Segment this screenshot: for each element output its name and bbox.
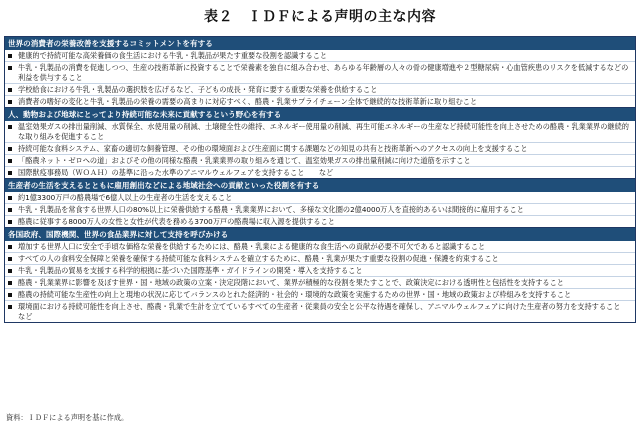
list-item (5, 62, 635, 84)
list-item (5, 192, 635, 204)
list-item-text: すべての人の食料安全保障と栄養を確保する持続可能な食料システムを確立するために、酪農・乳業が果たす重要な役割の促進・保護を約束すること (18, 253, 499, 263)
list-item-text: 消費者の嗜好の変化と牛乳・乳製品の栄養の需要の高まりに対応すべく、酪農・乳業サプライチェーン全体で継続的な技術革新に取り組むこと (18, 96, 478, 106)
section-heading: 各国政府、国際機関、世界の食品業界に対して支持を呼びかける (5, 227, 635, 241)
list-item (5, 204, 635, 216)
square-bullet-icon (8, 269, 12, 273)
square-bullet-icon (8, 220, 12, 224)
list-item-text: 「酪農ネット・ゼロへの道」およびその他の同様な酪農・乳業業界の取り組みを通じて、温室効果ガスの排出量削減に向けた道筋を示すこと (18, 155, 471, 165)
section-heading: 生産者の生活を支えるとともに雇用創出などによる地域社会への貢献といった役割を有する (5, 178, 635, 192)
square-bullet-icon (8, 208, 12, 212)
square-bullet-icon (8, 281, 12, 285)
square-bullet-icon (8, 171, 12, 175)
list-item-text: 学校給食における牛乳・乳製品の選択肢を広げるなど、子どもの成長・発育に要する重要な栄養を供給すること (18, 84, 378, 94)
section-4 (5, 227, 635, 322)
square-bullet-icon (8, 159, 12, 163)
section-list (5, 121, 635, 178)
section-3 (5, 178, 635, 227)
document-title: 表２ ＩＤＦによる声明の主な内容 (204, 9, 436, 25)
list-item (5, 253, 635, 265)
square-bullet-icon (8, 147, 12, 151)
section-heading: 世界の消費者の栄養改善を支援するコミットメントを有する (5, 37, 635, 50)
list-item (5, 121, 635, 143)
list-item (5, 241, 635, 253)
list-item (5, 289, 635, 301)
list-item-text: 健康的で持続可能な高栄養価の食生活における牛乳・乳製品が果たす重要な役割を認識すること (18, 50, 328, 60)
square-bullet-icon (8, 100, 12, 104)
list-item (5, 96, 635, 107)
section-list (5, 50, 635, 107)
list-item (5, 143, 635, 155)
list-item-text: 持続可能な食料システム、家畜の適切な飼養管理、その他の環境面および生産面に関する課題などの知見の共有と技術革新へのアクセスの向上を支援すること (18, 143, 528, 153)
section-list (5, 192, 635, 227)
list-item (5, 50, 635, 62)
list-item-text: 牛乳・乳製品の貿易を支援する科学的根拠に基づいた国際基準・ガイドラインの開発・導入を支持すること (18, 265, 363, 275)
section-1 (5, 37, 635, 107)
list-item (5, 301, 635, 322)
list-item (5, 84, 635, 96)
section-2 (5, 107, 635, 178)
list-item-text: 約1億3300万戸の酪農場で6億人以上の生産者の生活を支えること (18, 192, 233, 202)
list-item-text: 酪農に従事する8000万人の女性と女性が代表を務める3700万戸の酪農場に収入源を提供すること (18, 216, 335, 226)
list-item-text: 酪農・乳業業界に影響を及ぼす世界・国・地域の政策の立案・決定段階において、業界が積極的な役割を果たすことで、政策決定における透明性と包括性を支持すること (18, 277, 564, 287)
list-item-text: 増加する世界人口に安全で手頃な価格な栄養を供給するためには、酪農・乳業による健康的な食生活への貢献が必要不可欠であると認識すること (18, 241, 486, 251)
square-bullet-icon (8, 293, 12, 297)
section-list (5, 241, 635, 322)
list-item (5, 265, 635, 277)
list-item (5, 216, 635, 227)
list-item (5, 277, 635, 289)
square-bullet-icon (8, 88, 12, 92)
square-bullet-icon (8, 125, 12, 129)
square-bullet-icon (8, 245, 12, 249)
square-bullet-icon (8, 196, 12, 200)
list-item-text: 牛乳・乳製品の消費を促進しつつ、生産の技術革新に投資することで栄養素を独自に組み合わせ、あらゆる年齢層の人々の骨の健康増進や２型糖尿病・心血管疾患のリスクを低減するなどの利益を供与すること (18, 62, 629, 82)
list-item (5, 167, 635, 178)
square-bullet-icon (8, 257, 12, 261)
list-item-text: 牛乳・乳製品を常食する世界人口の80%以上に栄養供給する酪農・乳業業界において、多様な文化圏の2億4000万人を直接的あるいは間接的に雇用すること (18, 204, 524, 214)
square-bullet-icon (8, 66, 12, 70)
square-bullet-icon (8, 305, 12, 309)
section-heading: 人、動物および地球にとってより持続可能な未来に貢献するという野心を有する (5, 107, 635, 121)
statement-table (4, 36, 636, 323)
square-bullet-icon (8, 54, 12, 58)
source-note: 資料：ＩＤＦによる声明を基に作成。 (6, 413, 129, 422)
list-item (5, 155, 635, 167)
list-item-text: 環境面における持続可能性を向上させ、酪農・乳業で生計を立てているすべての生産者・従業員の安全と公平な待遇を確保し、アニマルウェルフェアに向けた生産者の努力を支持すること など (18, 301, 635, 321)
list-item-text: 国際獣疫事務局（ＷＯＡＨ）の基準に沿った水準のアニマルウェルフェアを支持すること など (18, 167, 334, 177)
list-item-text: 温室効果ガスの排出量削減、水質保全、水使用量の削減、土壌健全性の維持、エネルギー使用量の削減、再生可能エネルギーの生産など持続可能性を向上させための酪農・乳業業界の継続的な取り組みを促進すること (18, 121, 629, 141)
list-item-text: 酪農の持続可能な生産性の向上と現地の状況に応じてバランスのとれた経済的・社会的・環境的な政策を実施するための世界・国・地域の政策および枠組みを支持すること (18, 289, 572, 299)
